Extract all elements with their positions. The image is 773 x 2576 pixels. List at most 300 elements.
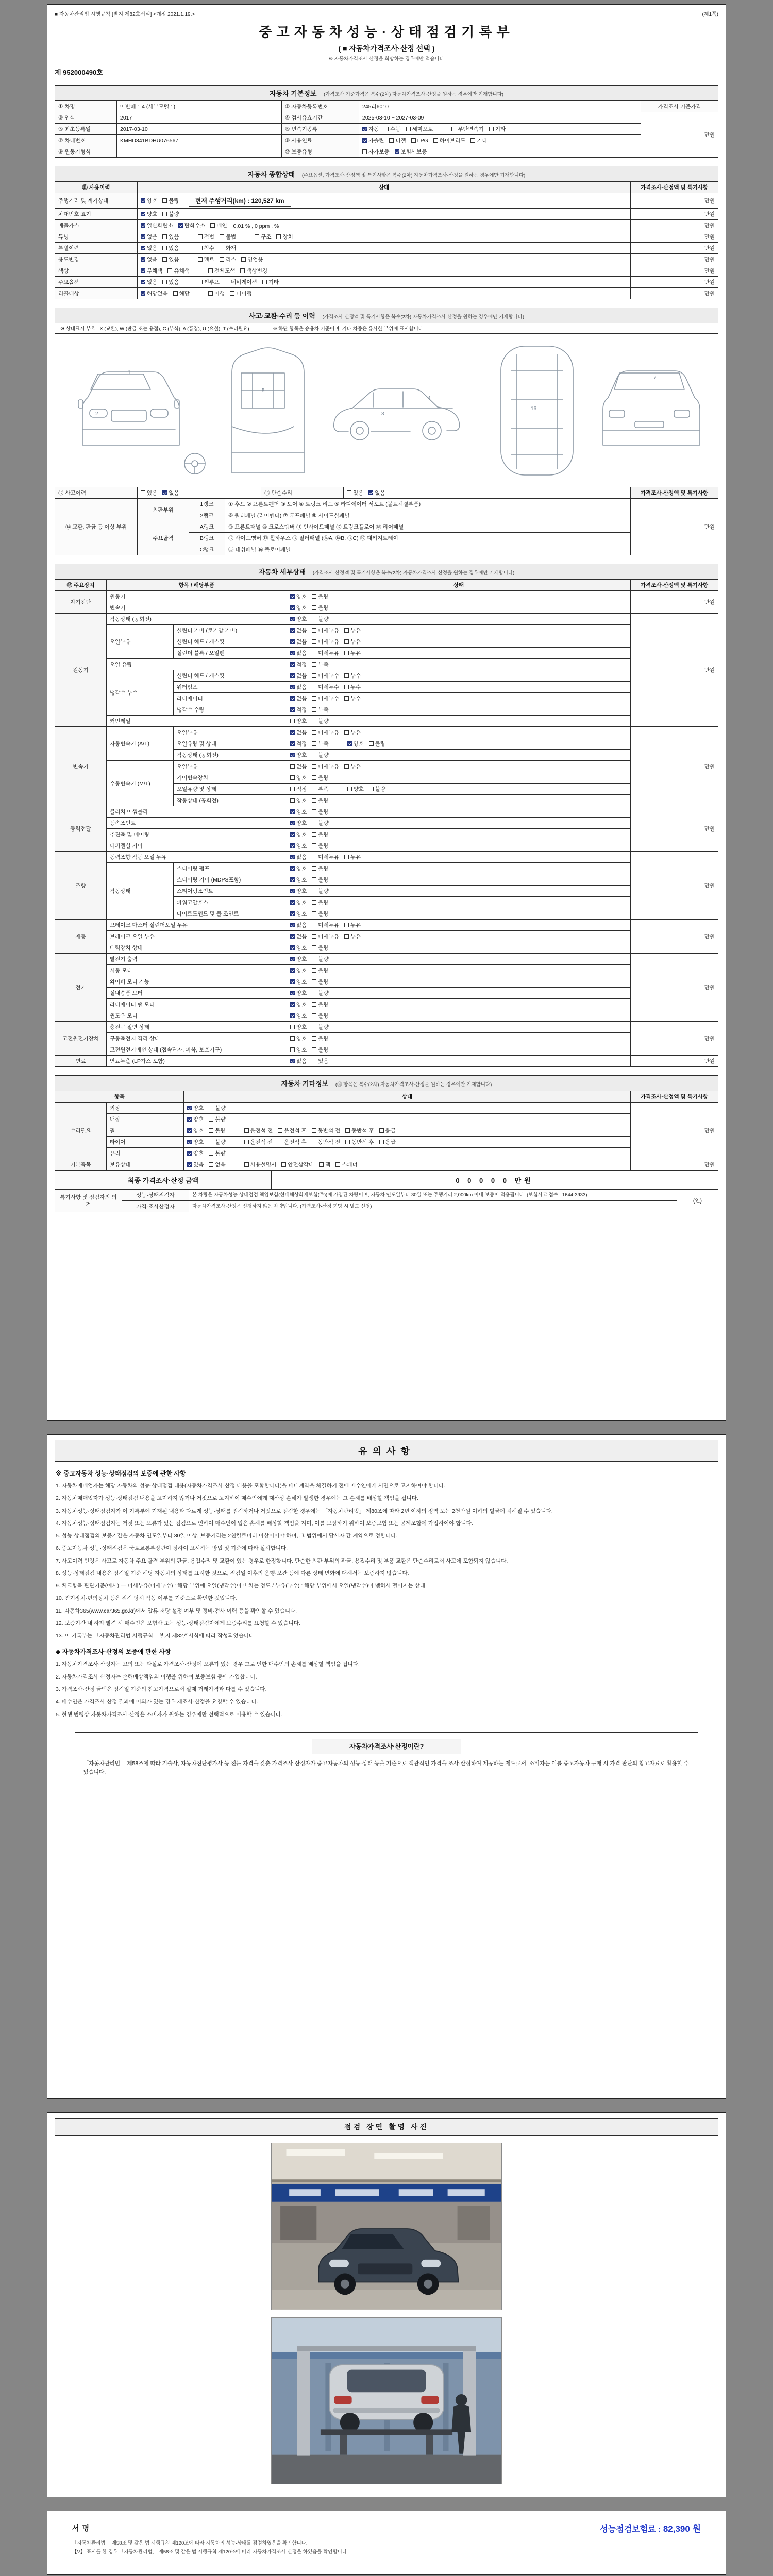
checkbox-group [362, 148, 427, 156]
cell-text: ④ 검사유효기간 [285, 115, 323, 121]
checkbox-group [290, 1035, 329, 1042]
unchecked-box-icon [312, 696, 316, 701]
table-cell [287, 716, 631, 727]
table-cell [174, 784, 287, 795]
table-row [55, 988, 718, 999]
cell-text: 만원 [704, 1058, 715, 1064]
accident-flags-table [55, 487, 718, 499]
checkbox-미세누수 [312, 672, 339, 680]
checkbox-있음 [162, 278, 179, 286]
cell-text: ① 차명 [58, 104, 75, 110]
cell-text: 브레이크 마스터 실린더오일 누유 [110, 922, 188, 928]
checkbox-label: 스패너 [342, 1162, 358, 1168]
cell-text: 만원 [704, 132, 715, 138]
checked-box-icon [290, 923, 295, 927]
checked-box-icon [290, 662, 295, 667]
checkbox-일산화탄소 [141, 222, 173, 229]
checkbox-label: 해당 [179, 291, 190, 297]
checkbox-불량 [312, 1001, 328, 1008]
checked-box-icon [290, 866, 295, 871]
table-cell [55, 1056, 107, 1067]
signature-label: 서명 [72, 2523, 93, 2532]
checkbox-양호 [290, 819, 307, 827]
checked-box-icon [290, 889, 295, 893]
checkbox-label: 없음 [296, 854, 307, 860]
engine-bay-view [232, 348, 304, 473]
checkbox-운전석 후 [278, 1138, 307, 1146]
table-row [55, 243, 718, 254]
unchecked-box-icon [312, 957, 316, 961]
cell-text: 만원 [704, 234, 715, 240]
checkbox-운전석 전 [244, 1138, 273, 1146]
checkbox-label: 불량 [215, 1116, 226, 1123]
unchecked-box-icon [411, 138, 416, 143]
unchecked-box-icon [208, 291, 213, 296]
checkbox-label: LPG [417, 137, 428, 144]
checkbox-label: 불량 [318, 775, 329, 781]
checkbox-양호 [290, 1001, 307, 1008]
cell-text: 가격·조사산정자 [136, 1204, 175, 1210]
checkbox-label: 동반석 전 [317, 1128, 341, 1134]
table-row [55, 1022, 718, 1033]
checkbox-label: 유채색 [174, 268, 190, 274]
checked-box-icon [290, 855, 295, 859]
checkbox-label: 양호 [193, 1105, 204, 1111]
checkbox-누유 [344, 728, 361, 736]
checkbox-미세누유 [312, 853, 339, 861]
table-row [55, 220, 718, 231]
checkbox-label: 양호 [353, 741, 364, 747]
unchecked-box-icon [209, 1151, 213, 1156]
unchecked-box-icon [312, 775, 316, 780]
table-row [55, 659, 718, 670]
checked-box-icon [290, 968, 295, 973]
table-cell [225, 533, 631, 544]
checkbox-없음 [290, 626, 307, 634]
checkbox-label: 무채색 [147, 268, 163, 274]
checkbox-label: 불량 [215, 1105, 226, 1111]
cell-text: 튜닝 [58, 234, 69, 240]
note-item: 6. 중고자동차 성능·상태점검은 국토교통부장관이 정하여 고시하는 방법 및 기준에 따라 실시합니다. [56, 1545, 288, 1552]
checkbox-label: 불량 [318, 877, 329, 883]
checked-box-icon [290, 911, 295, 916]
unchecked-box-icon [312, 730, 316, 735]
checkbox-있음 [187, 1161, 204, 1168]
checkbox-group [362, 137, 488, 144]
checkbox-응급 [379, 1138, 396, 1146]
checkbox-label: 불법 [225, 234, 237, 240]
checkbox-label: 양호 [296, 956, 307, 962]
checkbox-미세누유 [312, 638, 339, 646]
checkbox-label: 보험사보증 [400, 149, 427, 155]
checkbox-group [290, 887, 329, 895]
table-cell [55, 499, 138, 555]
table-cell [287, 648, 631, 659]
checked-box-icon [395, 149, 399, 154]
checkbox-없음 [290, 933, 307, 940]
table-cell [107, 1044, 287, 1056]
cell-text: 오일유량 및 상태 [177, 786, 216, 792]
checkbox-label: 적정 [296, 662, 307, 668]
unchecked-box-icon [451, 127, 456, 131]
final-price-label: 최종 가격조사·산정 금액 [55, 1171, 272, 1190]
unchecked-box-icon [290, 1025, 295, 1029]
table-cell [107, 727, 174, 761]
checkbox-누수 [344, 672, 361, 680]
checkbox-label: 운전석 후 [284, 1128, 307, 1134]
svg-text:5: 5 [262, 388, 265, 394]
checked-box-icon [141, 246, 145, 250]
checkbox-label: 없음 [296, 1058, 307, 1064]
divider [195, 270, 203, 271]
cell-text: 제동 [75, 934, 86, 940]
checkbox-label: 없음 [296, 650, 307, 656]
checkbox-누수 [344, 683, 361, 691]
checkbox-label: 적정 [296, 707, 307, 713]
table-cell [138, 487, 261, 499]
table-cell [107, 1137, 184, 1148]
svg-text:3: 3 [381, 411, 384, 417]
unchecked-box-icon [210, 223, 215, 228]
table-cell [631, 265, 718, 277]
table-cell [55, 220, 138, 231]
table-cell [287, 886, 631, 897]
checkbox-label: 네비게이션 [231, 279, 257, 285]
checkbox-적정 [290, 660, 307, 668]
checkbox-label: 양호 [296, 752, 307, 758]
checkbox-미세누유 [312, 626, 339, 634]
table-row [55, 670, 718, 682]
note-item: 5. 현행 법령상 자동차가격조사·산정은 소비자가 원하는 경우에만 선택적으로 이용할 수 있습니다. [56, 1711, 282, 1718]
table-row [55, 1056, 718, 1067]
table-cell [55, 209, 138, 220]
section-basic-title: 자동차 기본정보 [269, 90, 317, 97]
table-cell [359, 101, 641, 112]
cell-text: 만원 [704, 764, 715, 770]
table-cell [631, 487, 718, 499]
checked-box-icon [187, 1140, 192, 1144]
table-cell [631, 920, 718, 954]
checkbox-label: 양호 [296, 1047, 307, 1053]
checked-box-icon [290, 605, 295, 610]
table-cell [359, 112, 641, 124]
table-row [55, 231, 718, 243]
table-cell [631, 277, 718, 288]
confirmation-line-2: 【V】 표시를 한 경우 「자동차관리법」 제58조 및 같은 법 시행규칙 제120조에 따라 자동차가격조사·산정을 하였음을 확인합니다. [72, 2549, 348, 2555]
table-cell [55, 288, 138, 299]
checkbox-label: 없음 [296, 730, 307, 736]
checkbox-불량 [312, 819, 328, 827]
unchecked-box-icon [312, 991, 316, 995]
checkbox-label: 있음 [169, 279, 179, 285]
cell-text: 245러6010 [362, 104, 389, 110]
rear-view [603, 371, 700, 445]
cell-text: 보유상태 [110, 1162, 131, 1168]
checkbox-label: 불량 [375, 741, 386, 747]
checkbox-label: 누수 [350, 673, 361, 679]
note-item: 3. 자동차성능·상태점검자가 이 기록부에 기재된 내용과 다르게 성능·상태를 점검하거나 거짓으로 점검한 경우에는 「자동차관리법」 제80조에 따라 2년 이하의 징역 또는 2천만원 이하의 벌금에 처해질 수 있습니다. [56, 1507, 553, 1514]
table-row [55, 1103, 718, 1114]
unchecked-box-icon [278, 1140, 282, 1144]
checkbox-group [290, 944, 329, 952]
table-row [55, 1159, 718, 1171]
checkbox-리스 [220, 256, 236, 263]
unchecked-box-icon [344, 923, 349, 927]
table-cell [641, 101, 718, 112]
cell-text: 고전원전기장치 [62, 1036, 99, 1042]
checkbox-불량 [312, 842, 328, 850]
unchecked-box-icon [290, 1036, 295, 1041]
damage-code-legend [55, 323, 718, 334]
checkbox-group [290, 899, 329, 906]
table-row [55, 209, 718, 220]
checkbox-group [362, 125, 506, 133]
table-cell [107, 614, 287, 625]
checkbox-label: 불량 [215, 1139, 226, 1145]
side-view [334, 389, 460, 440]
checkbox-label: 없음 [147, 257, 158, 263]
unchecked-box-icon [290, 1047, 295, 1052]
table-cell [55, 112, 117, 124]
checkbox-group [290, 921, 361, 929]
unchecked-box-icon [344, 934, 349, 939]
table-cell [282, 101, 359, 112]
table-cell [117, 146, 282, 158]
checkbox-운전석 후 [278, 1127, 307, 1134]
table-cell [287, 636, 631, 648]
checkbox-label: 안전삼각대 [288, 1162, 314, 1168]
checkbox-group [290, 910, 329, 918]
checkbox-label: 미세누유 [318, 854, 339, 860]
table-cell [122, 1190, 189, 1201]
checkbox-label: 불량 [318, 945, 329, 951]
unchecked-box-icon [312, 617, 316, 621]
checked-box-icon [290, 877, 295, 882]
checkbox-label: 양호 [296, 594, 307, 600]
checked-box-icon [362, 138, 367, 143]
table-cell [641, 112, 718, 158]
checkbox-label: 기타 [477, 138, 488, 144]
table-cell [225, 510, 631, 521]
checkbox-양호 [187, 1127, 204, 1134]
cell-text: 실린더 커버 (로커암 커버) [177, 628, 238, 634]
checkbox-불량 [312, 1046, 328, 1054]
checkbox-group [141, 267, 267, 275]
checkbox-불량 [162, 197, 179, 205]
table-row [55, 727, 718, 738]
checkbox-label: 불량 [318, 1002, 329, 1008]
checkbox-label: 누유 [350, 764, 361, 770]
unchecked-box-icon [208, 268, 213, 273]
checkbox-적정 [290, 740, 307, 748]
table-cell [631, 243, 718, 254]
checkbox-label: 매연 [216, 223, 227, 229]
checkbox-해당없음 [141, 290, 168, 297]
table-cell [287, 614, 631, 625]
unchecked-box-icon [312, 1025, 316, 1029]
cell-text: ⑨ 프론트패널 ⑩ 크로스멤버 ⑪ 인사이드패널 ⑰ 트렁크플로어 ⑱ 리어패널 [228, 524, 404, 530]
table-cell [631, 209, 718, 220]
checkbox-디젤 [389, 137, 406, 144]
checkbox-누유 [344, 853, 361, 861]
table-cell [107, 931, 287, 942]
unchecked-box-icon [198, 234, 203, 239]
checkbox-label: 불량 [318, 990, 329, 996]
checkbox-장치 [276, 233, 293, 241]
divider [334, 743, 342, 744]
checkbox-label: 누유 [350, 730, 361, 736]
unchecked-box-icon [198, 257, 203, 262]
cell-text: 차대번호 표기 [58, 211, 91, 217]
checkbox-누수 [344, 694, 361, 702]
unchecked-box-icon [379, 1128, 384, 1133]
table-cell [174, 704, 287, 716]
unchecked-box-icon [167, 268, 172, 273]
checkbox-label: 세미오토 [412, 126, 433, 132]
table-cell [184, 1114, 631, 1125]
table-cell [631, 727, 718, 806]
cell-text: 색상 [58, 268, 69, 274]
divider [184, 236, 193, 237]
checkbox-미이행 [230, 290, 251, 297]
checkbox-label: 불량 [318, 809, 329, 815]
divider [184, 259, 193, 260]
cell-text: 고전원전기배선 상태 (접속단자, 피복, 보호기구) [110, 1047, 222, 1053]
checked-box-icon [187, 1106, 192, 1110]
cell-text: 만원 [704, 985, 715, 991]
cell-text: ⑭ 교환, 판금 등 이상 부위 [65, 524, 127, 530]
checkbox-label: 불량 [318, 979, 329, 985]
table-row [55, 487, 718, 499]
cell-text: 연료누출 (LP가스 포함) [110, 1058, 165, 1064]
cell-text: C랭크 [199, 547, 214, 553]
table-cell [225, 521, 631, 533]
table-cell [55, 727, 107, 806]
form-reference: ■ 자동차관리법 시행규칙 [별지 제82호서식] <개정 2021.1.19.> [55, 12, 195, 18]
col-other-state: 상태 [184, 1091, 631, 1103]
checkbox-적정 [290, 785, 307, 793]
table-cell [174, 738, 287, 750]
table-cell [359, 146, 641, 158]
cell-text: 라디에이터 팬 모터 [110, 1002, 155, 1008]
unchecked-box-icon [312, 1128, 316, 1133]
checked-box-icon [290, 843, 295, 848]
cell-text: 냉각수 수량 [177, 707, 205, 713]
table-cell [107, 999, 287, 1010]
cell-text: 등속조인트 [110, 820, 136, 826]
note-item: 4. 매수인은 가격조사·산정 결과에 이의가 있는 경우 재조사·산정을 요청할 수 있습니다. [56, 1699, 258, 1705]
checkbox-group [290, 978, 329, 986]
checkbox-label: 양호 [193, 1139, 204, 1145]
checkbox-불량 [312, 978, 328, 986]
checkbox-group [141, 489, 179, 497]
inspection-insurance-fee [600, 2521, 701, 2534]
unchecked-box-icon [220, 246, 224, 250]
checkbox-불량 [312, 967, 328, 974]
checkbox-불량 [209, 1138, 225, 1146]
unchecked-box-icon [225, 280, 229, 284]
unchecked-box-icon [312, 628, 316, 633]
table-row [55, 135, 718, 146]
cell-text: ⑮ 대쉬패널 ⑯ 플로어패널 [228, 547, 291, 553]
checkbox-양호 [290, 955, 307, 963]
unchecked-box-icon [209, 1106, 213, 1110]
unchecked-box-icon [312, 673, 316, 678]
table-row [55, 999, 718, 1010]
checkbox-label: 불량 [318, 900, 329, 906]
checkbox-group [290, 649, 361, 657]
unchecked-box-icon [312, 843, 316, 848]
steering-wheel-icon [184, 453, 205, 474]
unchecked-box-icon [347, 787, 352, 791]
cell-text: 기어변속장치 [177, 775, 208, 781]
table-cell [138, 209, 631, 220]
checkbox-불량 [312, 592, 328, 600]
checkbox-불량 [312, 955, 328, 963]
table-cell [631, 806, 718, 852]
checkbox-동반석 전 [312, 1127, 341, 1134]
checked-box-icon [290, 900, 295, 905]
checkbox-label: 일산화탄소 [147, 223, 173, 229]
cell-text: 2017-03-10 [120, 126, 148, 132]
section-accident-note: (가격조사·산정액 및 특기사항은 복수(2차) 자동차가격조사·산정을 원하는 경우에만 기재합니다) [322, 314, 524, 320]
col-other-price: 가격조사·산정액 및 특기사항 [631, 1091, 718, 1103]
table-cell [189, 510, 225, 521]
unchecked-box-icon [312, 934, 316, 939]
checkbox-미세누유 [312, 933, 339, 940]
unchecked-box-icon [344, 696, 349, 701]
checkbox-미세누유 [312, 921, 339, 929]
checkbox-label: 양호 [193, 1116, 204, 1123]
table-cell [287, 874, 631, 886]
form-reference-row [55, 10, 718, 18]
checkbox-구조 [255, 233, 271, 241]
unchecked-box-icon [312, 685, 316, 689]
checkbox-label: 운전석 전 [250, 1139, 273, 1145]
checked-box-icon [141, 291, 145, 296]
unchecked-box-icon [290, 764, 295, 769]
table-cell [117, 135, 282, 146]
checkbox-label: 기타 [268, 279, 279, 285]
checkbox-label: 없음 [296, 684, 307, 690]
inspection-photo-2 [271, 2317, 502, 2485]
checkbox-기타 [262, 278, 279, 286]
checkbox-label: 기타 [495, 126, 506, 132]
table-cell [631, 1159, 718, 1171]
checkbox-양호 [290, 831, 307, 838]
svg-text:4: 4 [428, 396, 431, 401]
table-cell [287, 920, 631, 931]
checkbox-label: 부족 [318, 786, 329, 792]
unchecked-box-icon [198, 246, 203, 250]
table-cell [287, 965, 631, 976]
table-cell [107, 716, 287, 727]
unchecked-box-icon [244, 1128, 249, 1133]
checkbox-label: 동반석 후 [351, 1139, 374, 1145]
basic-info-table [55, 100, 718, 158]
checkbox-label: 누유 [350, 639, 361, 645]
unchecked-box-icon [162, 212, 167, 216]
cell-text: 변속기 [110, 605, 126, 611]
table-row [55, 965, 718, 976]
unchecked-box-icon [209, 1117, 213, 1122]
checkbox-있음 [312, 1057, 328, 1065]
unchecked-box-icon [312, 979, 316, 984]
checkbox-없음 [209, 1161, 225, 1168]
table-cell [107, 1114, 184, 1125]
table-cell [631, 852, 718, 920]
table-cell [107, 625, 174, 659]
